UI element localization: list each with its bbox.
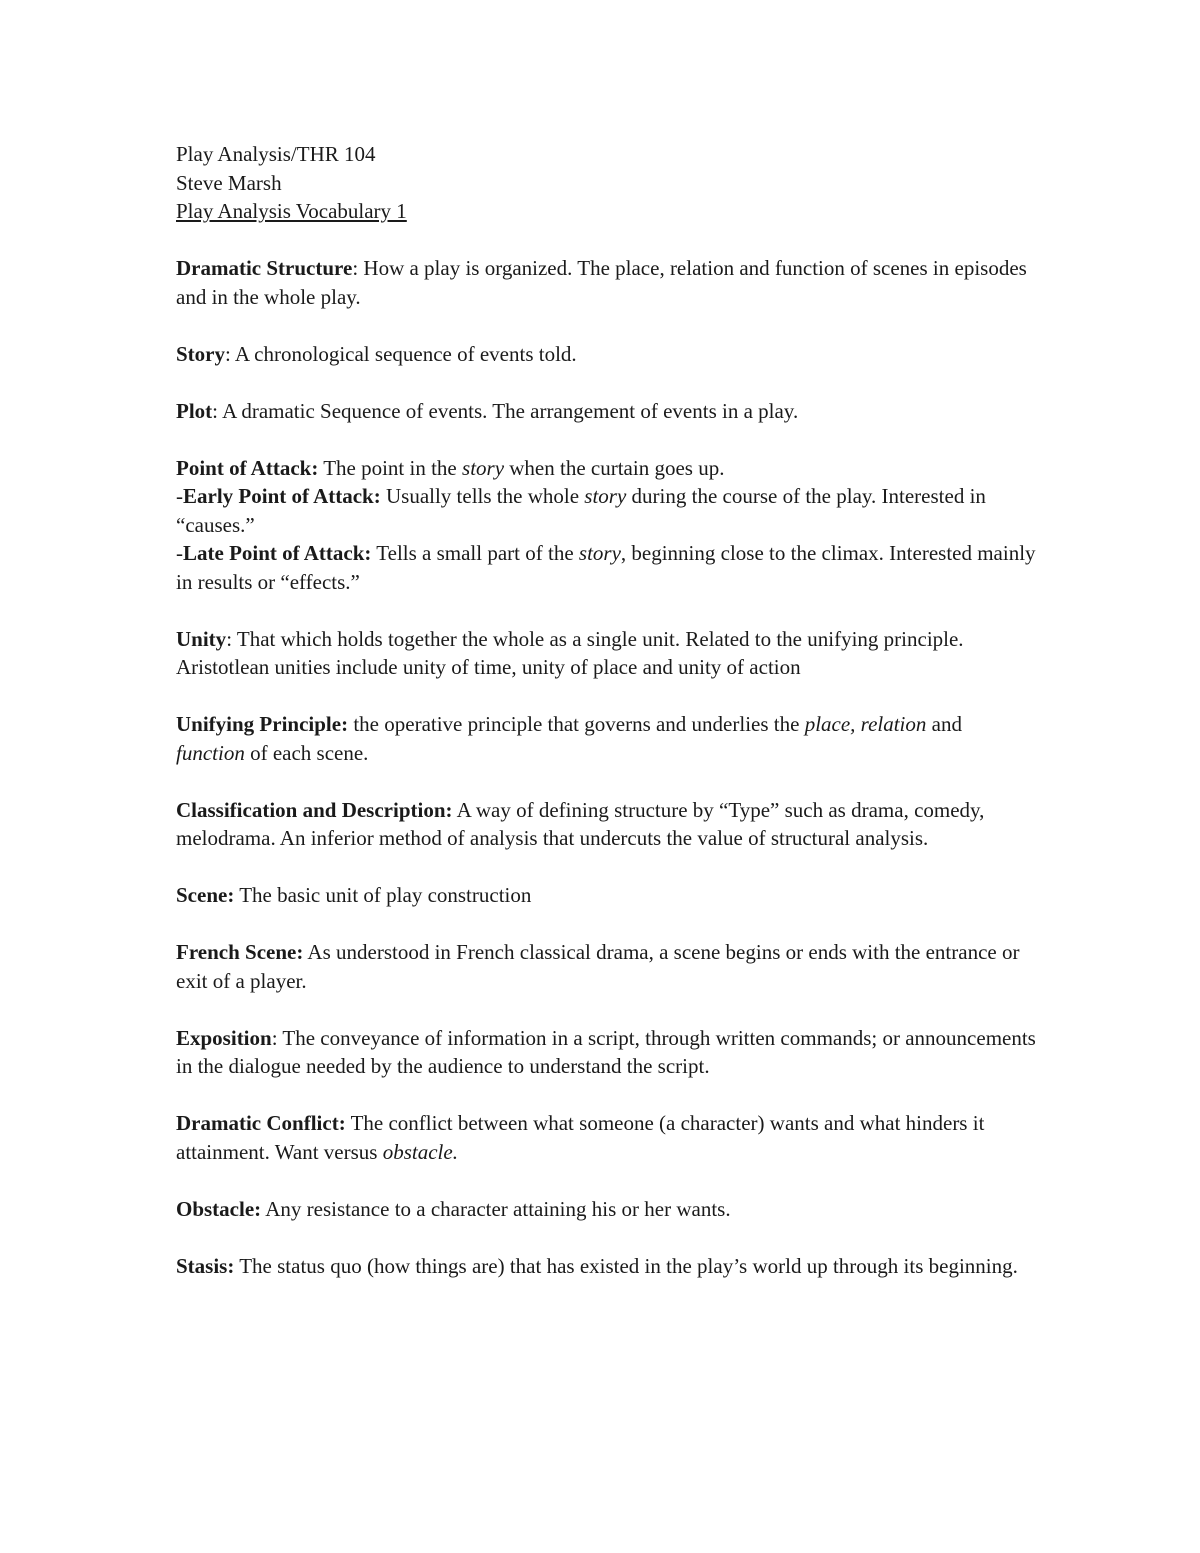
term-label: Stasis: [176,1253,235,1278]
entry-french-scene [176,938,1036,995]
emphasis-text: obstacle. [382,1139,458,1164]
term-label: Classification and Description: [176,797,453,822]
definition-text: of each scene. [244,740,369,765]
term-label: Point of Attack: [176,455,319,480]
entry-paragraph [176,1024,1036,1081]
entry-paragraph [176,539,1036,596]
definition-text: The conflict between what someone (a character) wants and what hinders it attainment. Want versus [176,1111,985,1164]
entry-stasis [176,1252,1036,1281]
course-line: Play Analysis/THR 104 [176,142,376,166]
entry-paragraph [176,397,1036,426]
term-label: Dramatic Conflict: [176,1111,346,1135]
definition-text: The basic unit of play construction [234,883,532,907]
definition-text: Usually tells the whole [380,484,585,508]
definition-text: , beginning close to the climax. Interested mainly in results or “effects.” [176,541,1036,594]
term-label: Scene: [176,883,235,907]
definition-text: : A chronological sequence of events told. [225,341,577,366]
entry-dramatic-structure [176,254,1036,311]
definition-text: when the curtain goes up. [504,455,725,480]
definition-text: : A dramatic Sequence of events. The arrangement of events in a play. [212,398,799,423]
entry-point-of-attack [176,454,1036,597]
term-label: Early Point of Attack: [183,484,381,508]
entry-paragraph [176,1195,1036,1224]
emphasis-text: story [462,455,505,480]
entry-exposition [176,1024,1036,1081]
term-label: Story [176,341,225,366]
entry-paragraph [176,340,1036,369]
entry-paragraph [176,796,1036,853]
term-label: Late Point of Attack: [183,541,372,565]
entry-classification-and-description [176,796,1036,853]
definition-text: As understood in French classical drama, a scene begins or ends with the entrance or exit of a player. [176,940,1020,993]
definition-text: Any resistance to a character attaining his or her wants. [261,1196,731,1221]
document-body [176,140,1036,1309]
definition-text: A way of defining structure by “Type” such as drama, comedy, melodrama. An inferior method of analysis that undercuts the value of structural analysis. [176,797,985,850]
definition-text: and [926,712,962,736]
term-label: Dramatic Structure [176,256,353,280]
entry-unifying-principle [176,710,1036,767]
emphasis-text: story [578,541,621,565]
entry-paragraph [176,881,1036,910]
definition-text: The status quo (how things are) that has existed in the play’s world up through its beginning. [234,1253,1018,1278]
term-label: Unifying Principle: [176,712,349,736]
entry-plot [176,397,1036,426]
term-label: Unity [176,626,227,651]
definition-text: the operative principle that governs and underlies the [348,712,805,736]
definition-text: : How a play is organized. The place, relation and function of scenes in episodes and in the whole play. [176,256,1027,309]
definition-text: : The conveyance of information in a script, through written commands; or announcements in the dialogue needed by the audience to understand the script. [176,1025,1036,1078]
entry-paragraph [176,1109,1036,1166]
term-label: Exposition [176,1025,272,1050]
definition-text: - [176,541,183,565]
vocabulary-list [176,254,1036,1280]
author-line: Steve Marsh [176,170,282,195]
emphasis-text: place, relation [804,712,927,736]
entry-obstacle [176,1195,1036,1224]
term-label: Obstacle: [176,1196,262,1221]
entry-paragraph [176,482,1036,539]
entry-paragraph [176,938,1036,995]
emphasis-text: story [584,484,627,508]
entry-story [176,340,1036,369]
definition-text: during the course of the play. Interested in “causes.” [176,484,986,537]
document-title: Play Analysis Vocabulary 1 [176,199,407,223]
entry-paragraph [176,710,1036,767]
definition-text: - [176,484,183,508]
entry-scene [176,881,1036,910]
entry-paragraph [176,1252,1036,1281]
entry-dramatic-conflict [176,1109,1036,1166]
entry-paragraph [176,454,1036,483]
definition-text: The point in the [318,455,463,480]
term-label: French Scene: [176,940,304,964]
entry-paragraph [176,625,1036,682]
term-label: Plot [176,398,213,423]
definition-text: Tells a small part of the [371,541,579,565]
entry-paragraph [176,254,1036,311]
entry-unity [176,625,1036,682]
definition-text: : That which holds together the whole as a single unit. Related to the unifying principle. Aristotlean unities include unity of time, unity of place and unity of action [176,626,964,679]
emphasis-text: function [176,740,245,765]
